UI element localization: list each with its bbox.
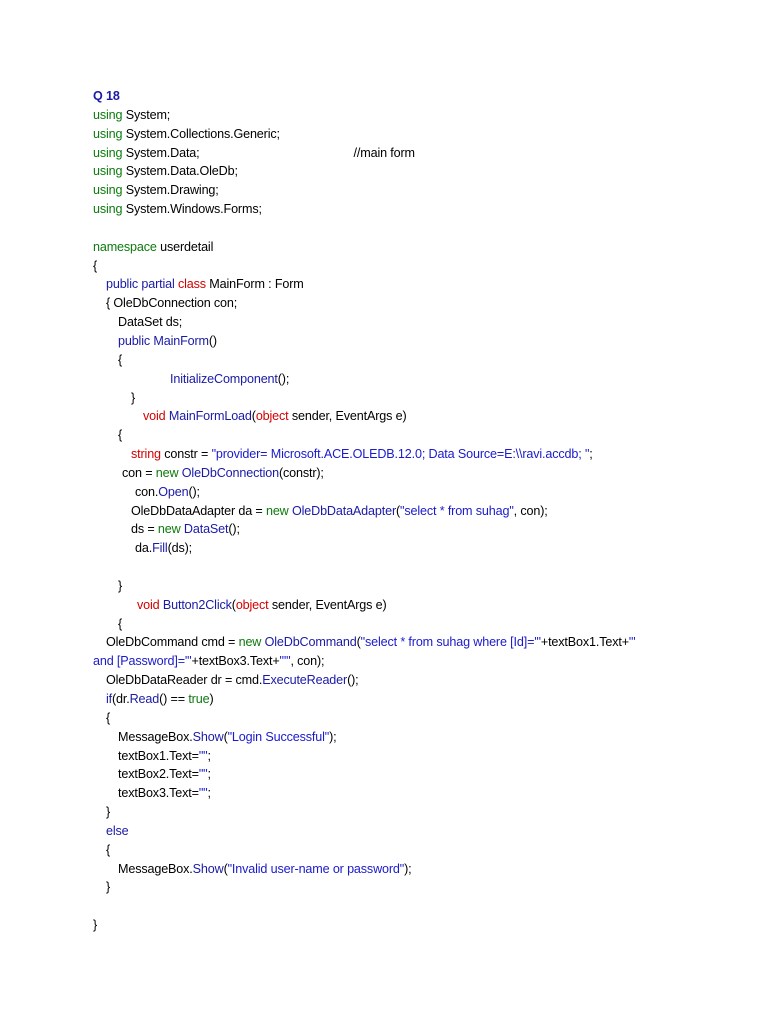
code-token: +textBox3.Text+ (191, 654, 280, 669)
code-line (93, 294, 753, 313)
code-line (93, 822, 753, 841)
code-token: Fill (152, 541, 168, 556)
code-token: "'" (279, 654, 291, 669)
code-line (93, 445, 753, 464)
blank-line (93, 219, 753, 238)
code-token: Read (129, 692, 160, 706)
code-token: Show (192, 861, 224, 876)
code-line (93, 313, 753, 332)
code-token: { (118, 352, 123, 367)
code-token: sender, EventArgs e) (288, 409, 407, 424)
code-line (93, 539, 753, 558)
code-line (93, 803, 753, 822)
code-token: "select * from suhag where [Id]='" (360, 635, 541, 650)
code-token: OleDbDataReader dr = cmd. (106, 673, 263, 688)
code-line (93, 464, 753, 483)
code-token: MessageBox. (118, 729, 193, 744)
code-token: ; (207, 786, 211, 801)
code-token: MainForm : Form (205, 277, 304, 292)
code-line (93, 633, 753, 652)
code-line (93, 652, 753, 671)
code-line (93, 238, 753, 257)
code-line (93, 407, 753, 426)
code-token: } (106, 880, 111, 895)
code-token: new (155, 465, 179, 480)
code-token: void (143, 409, 166, 424)
code-token: { (93, 258, 98, 273)
code-token: object (235, 597, 269, 612)
code-token: da. (135, 541, 153, 556)
code-line (93, 181, 753, 200)
code-token: public (106, 277, 139, 292)
code-token: OleDbDataAdapter (291, 503, 396, 518)
blank-line (93, 558, 753, 577)
code-line (93, 275, 753, 294)
code-line (93, 257, 753, 276)
code-line (93, 200, 753, 219)
code-token: , con); (513, 503, 548, 518)
code-line (93, 709, 753, 728)
code-token: and [Password]='" (93, 654, 192, 669)
code-token: textBox2.Text= (118, 767, 199, 782)
code-token: System.Drawing; (122, 183, 219, 198)
code-line (93, 125, 753, 144)
code-token: ( (251, 409, 256, 424)
code-token: OleDbCommand cmd = (106, 635, 239, 650)
code-token: Show (192, 729, 224, 744)
code-line (93, 332, 753, 351)
code-token: ds = (131, 522, 158, 537)
code-document (93, 87, 753, 935)
code-token: ( (223, 729, 228, 744)
code-token: //main form (199, 145, 415, 160)
code-token: OleDbDataAdapter da = (131, 503, 266, 518)
code-token: using (93, 126, 123, 141)
code-line (93, 87, 753, 106)
blank-line (93, 897, 753, 916)
code-token: { OleDbConnection con; (106, 296, 238, 311)
code-line (93, 784, 753, 803)
code-line (93, 878, 753, 897)
code-token: (); (188, 484, 200, 499)
code-token: } (131, 390, 136, 405)
code-token: { (106, 710, 111, 725)
code-token: (constr); (278, 465, 324, 480)
code-token: DataSet ds; (118, 315, 183, 330)
code-token: ( (223, 861, 228, 876)
code-token: MessageBox. (118, 861, 193, 876)
code-token: con. (135, 484, 159, 499)
code-token: ( (231, 597, 236, 612)
code-token: OleDbCommand (264, 635, 357, 650)
code-token: MainFormLoad (168, 409, 252, 424)
code-token: { (118, 616, 123, 631)
code-token: { (106, 842, 111, 857)
code-line (93, 747, 753, 766)
code-token: System.Data; (122, 145, 200, 160)
code-line (93, 520, 753, 539)
code-token: namespace (93, 239, 157, 254)
code-line (93, 615, 753, 634)
code-token: (); (347, 673, 359, 688)
code-token: ; (589, 447, 593, 462)
code-token: Button2Click (162, 597, 232, 612)
code-token: Open (158, 484, 189, 499)
code-token: string (131, 447, 161, 462)
code-line (93, 106, 753, 125)
code-token: (); (277, 371, 290, 386)
code-token: (ds); (167, 541, 193, 556)
code-line (93, 370, 753, 389)
code-token: } (93, 918, 98, 933)
code-token: System.Data.OleDb; (122, 164, 238, 179)
code-token: using (93, 164, 123, 179)
code-token: using (93, 107, 123, 122)
code-token: ) (209, 692, 214, 706)
code-token: "" (198, 767, 208, 782)
code-line (93, 144, 753, 163)
code-token: new (265, 503, 289, 518)
code-token: sender, EventArgs e) (268, 597, 387, 612)
code-token: ; (207, 767, 211, 782)
code-token: InitializeComponent (170, 371, 278, 386)
code-token: ; (207, 748, 211, 763)
code-line (93, 916, 753, 935)
code-token: "" (198, 786, 208, 801)
code-line (93, 860, 753, 879)
code-token: System.Collections.Generic; (122, 126, 280, 141)
code-token: "provider= Microsoft.ACE.OLEDB.12.0; Data Source=E:\\ravi.accdb; " (211, 447, 590, 462)
code-token: (dr. (112, 692, 130, 706)
code-token: System.Windows.Forms; (122, 202, 262, 217)
code-token: () (208, 333, 217, 348)
code-token: ); (404, 861, 412, 876)
code-token: using (93, 202, 123, 217)
code-token: textBox3.Text= (118, 786, 199, 801)
code-token: Q 18 (93, 89, 120, 103)
code-line (93, 389, 753, 408)
code-token: void (137, 597, 160, 612)
code-token: textBox1.Text= (118, 748, 199, 763)
code-line (93, 690, 753, 709)
code-token: (); (228, 522, 240, 537)
code-line (93, 596, 753, 615)
code-token: ( (356, 635, 361, 650)
code-line (93, 351, 753, 370)
code-token: "Login Successful" (227, 729, 330, 744)
code-token: true (188, 692, 210, 706)
code-token: MainForm (153, 333, 209, 348)
code-token: ExecuteReader (262, 673, 348, 688)
code-token: , con); (290, 654, 325, 669)
code-token: "" (198, 748, 208, 763)
code-line (93, 671, 753, 690)
code-token: } (106, 805, 111, 820)
code-line (93, 577, 753, 596)
code-token: System; (122, 107, 171, 122)
code-token: } (118, 578, 123, 593)
code-token: public (118, 333, 151, 348)
code-line (93, 483, 753, 502)
code-token: ( (396, 503, 401, 518)
code-line (93, 426, 753, 445)
code-token: using (93, 145, 123, 160)
code-token: userdetail (156, 239, 214, 254)
code-line (93, 728, 753, 747)
code-line (93, 162, 753, 181)
code-line (93, 765, 753, 784)
code-line (93, 841, 753, 860)
code-token: new (157, 522, 181, 537)
code-token: else (106, 823, 129, 838)
code-token: object (255, 409, 289, 424)
code-token: if (106, 692, 112, 706)
code-token: +textBox1.Text+ (540, 635, 629, 650)
code-token: new (238, 635, 262, 650)
code-token: constr = (160, 447, 212, 462)
code-token: DataSet (183, 522, 229, 537)
code-token: "select * from suhag" (400, 503, 514, 518)
code-token: "' (628, 635, 636, 650)
code-token: partial (141, 277, 175, 292)
code-token: using (93, 183, 123, 198)
code-token: "Invalid user-name or password" (227, 861, 405, 876)
code-token: con = (122, 465, 156, 480)
code-token: { (118, 428, 123, 443)
code-token: () == (159, 692, 189, 706)
code-token: class (178, 277, 206, 292)
code-line (93, 502, 753, 521)
code-token: OleDbConnection (181, 465, 279, 480)
code-token: ); (329, 729, 337, 744)
